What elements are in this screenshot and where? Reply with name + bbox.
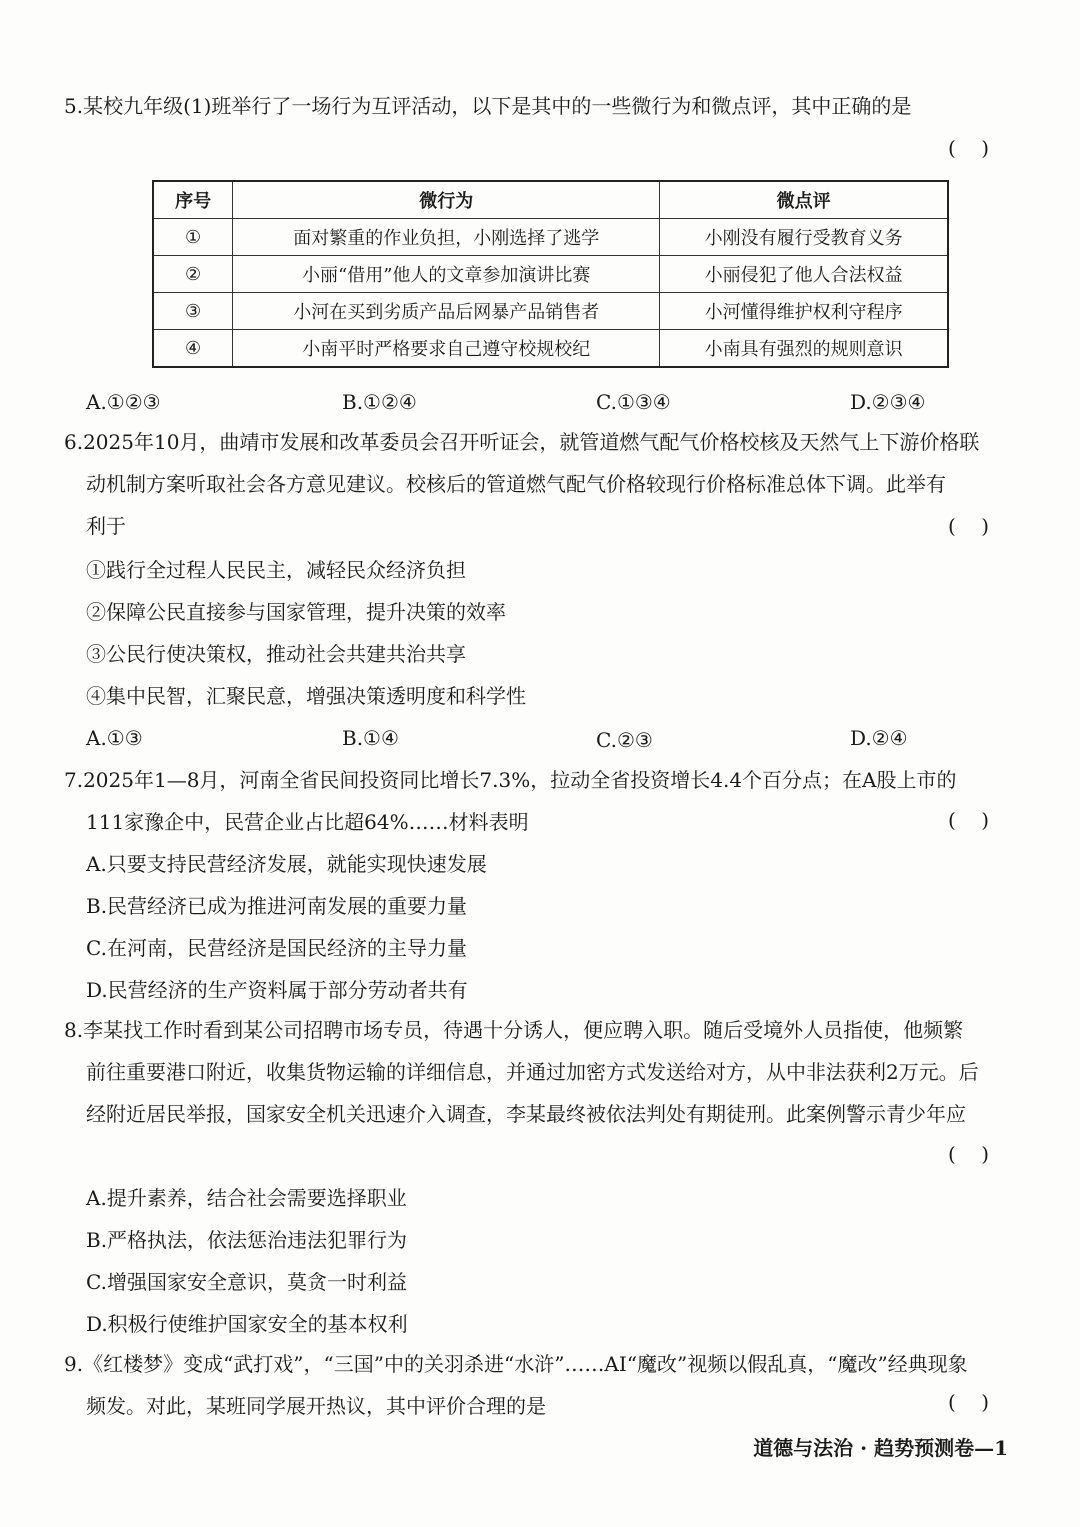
table-cell: 面对繁重的作业负担，小刚选择了逃学 bbox=[233, 219, 660, 256]
q5-option-d: D.②③④ bbox=[850, 390, 926, 414]
q6-option-a: A.①③ bbox=[86, 726, 143, 750]
q5-table bbox=[152, 180, 949, 368]
q9-stem-line: 频发。对此，某班同学展开热议，其中评价合理的是 bbox=[86, 1394, 546, 1418]
q8-stem-line: 前往重要港口附近，收集货物运输的详细信息，并通过加密方式发送给对方，从中非法获利2万元。后 bbox=[86, 1060, 979, 1084]
q6-statement: ③公民行使决策权，推动社会共建共治共享 bbox=[86, 642, 466, 666]
q5-option-a: A.①②③ bbox=[86, 390, 161, 414]
q8-option-a: A.提升素养，结合社会需要选择职业 bbox=[86, 1186, 407, 1210]
q7-stem-line: 7.2025年1—8月，河南全省民间投资同比增长7.3%，拉动全省投资增长4.4个百分点；在A股上市的 bbox=[64, 768, 957, 792]
q8-option-c: C.增强国家安全意识，莫贪一时利益 bbox=[86, 1270, 407, 1294]
table-row bbox=[153, 293, 948, 330]
q7-option-c: C.在河南，民营经济是国民经济的主导力量 bbox=[86, 936, 467, 960]
q6-option-b: B.①④ bbox=[342, 726, 399, 750]
table-header-cell: 微行为 bbox=[233, 181, 660, 219]
q9-answer-paren: ( ) bbox=[948, 1390, 990, 1414]
q5-option-c: C.①③④ bbox=[596, 390, 671, 414]
table-cell: 小丽侵犯了他人合法权益 bbox=[660, 256, 948, 293]
q8-answer-paren: ( ) bbox=[948, 1142, 990, 1166]
q6-stem-line: 利于 bbox=[86, 514, 126, 538]
table-cell: 小刚没有履行受教育义务 bbox=[660, 219, 948, 256]
q9-stem-line: 9.《红楼梦》变成“武打戏”，“三国”中的关羽杀进“水浒”……AI“魔改”视频以假乱真，“魔改”经典现象 bbox=[64, 1352, 968, 1376]
table-cell: ④ bbox=[153, 330, 233, 368]
q8-option-b: B.严格执法，依法惩治违法犯罪行为 bbox=[86, 1228, 408, 1252]
table-cell: 小南平时严格要求自己遵守校规校纪 bbox=[233, 330, 660, 368]
table-cell: 小南具有强烈的规则意识 bbox=[660, 330, 948, 368]
table-cell: 小河懂得维护权利守程序 bbox=[660, 293, 948, 330]
q7-option-d: D.民营经济的生产资料属于部分劳动者共有 bbox=[86, 978, 468, 1002]
q6-statement: ①践行全过程人民民主，减轻民众经济负担 bbox=[86, 558, 466, 582]
table-cell: ① bbox=[153, 219, 233, 256]
table-header-row bbox=[153, 181, 948, 219]
table-row bbox=[153, 330, 948, 368]
q7-option-a: A.只要支持民营经济发展，就能实现快速发展 bbox=[86, 852, 487, 876]
table-row bbox=[153, 219, 948, 256]
table-header-cell: 序号 bbox=[153, 181, 233, 219]
q6-statement: ④集中民智，汇聚民意，增强决策透明度和科学性 bbox=[86, 684, 526, 708]
q8-option-d: D.积极行使维护国家安全的基本权利 bbox=[86, 1312, 408, 1336]
table-cell: ② bbox=[153, 256, 233, 293]
page-footer: 道德与法治 · 趋势预测卷—1 bbox=[753, 1436, 1008, 1460]
q5-option-b: B.①②④ bbox=[342, 390, 417, 414]
table-cell: ③ bbox=[153, 293, 233, 330]
q6-statement: ②保障公民直接参与国家管理，提升决策的效率 bbox=[86, 600, 506, 624]
table-row bbox=[153, 256, 948, 293]
table-header-cell: 微点评 bbox=[660, 181, 948, 219]
table-cell: 小丽“借用”他人的文章参加演讲比赛 bbox=[233, 256, 660, 293]
q6-option-d: D.②④ bbox=[850, 726, 908, 750]
q7-option-b: B.民营经济已成为推进河南发展的重要力量 bbox=[86, 894, 468, 918]
q6-stem-line: 动机制方案听取社会各方意见建议。校核后的管道燃气配气价格较现行价格标准总体下调。此举有 bbox=[86, 472, 946, 496]
table-cell: 小河在买到劣质产品后网暴产品销售者 bbox=[233, 293, 660, 330]
q7-answer-paren: ( ) bbox=[948, 808, 990, 832]
q8-stem-line: 8.李某找工作时看到某公司招聘市场专员，待遇十分诱人，便应聘入职。随后受境外人员指使，他频繁 bbox=[64, 1018, 964, 1042]
q5-answer-paren: ( ) bbox=[948, 136, 990, 160]
q6-option-c: C.②③ bbox=[596, 728, 653, 752]
q6-answer-paren: ( ) bbox=[948, 514, 990, 538]
q8-stem-line: 经附近居民举报，国家安全机关迅速介入调查，李某最终被依法判处有期徒刑。此案例警示青少年应 bbox=[86, 1102, 966, 1126]
q5-stem: 5.某校九年级(1)班举行了一场行为互评活动，以下是其中的一些微行为和微点评，其中正确的是 bbox=[64, 94, 912, 118]
q6-stem-line: 6.2025年10月，曲靖市发展和改革委员会召开听证会，就管道燃气配气价格校核及天然气上下游价格联 bbox=[64, 430, 980, 454]
q7-stem-line: 111家豫企中，民营企业占比超64%……材料表明 bbox=[86, 810, 529, 834]
